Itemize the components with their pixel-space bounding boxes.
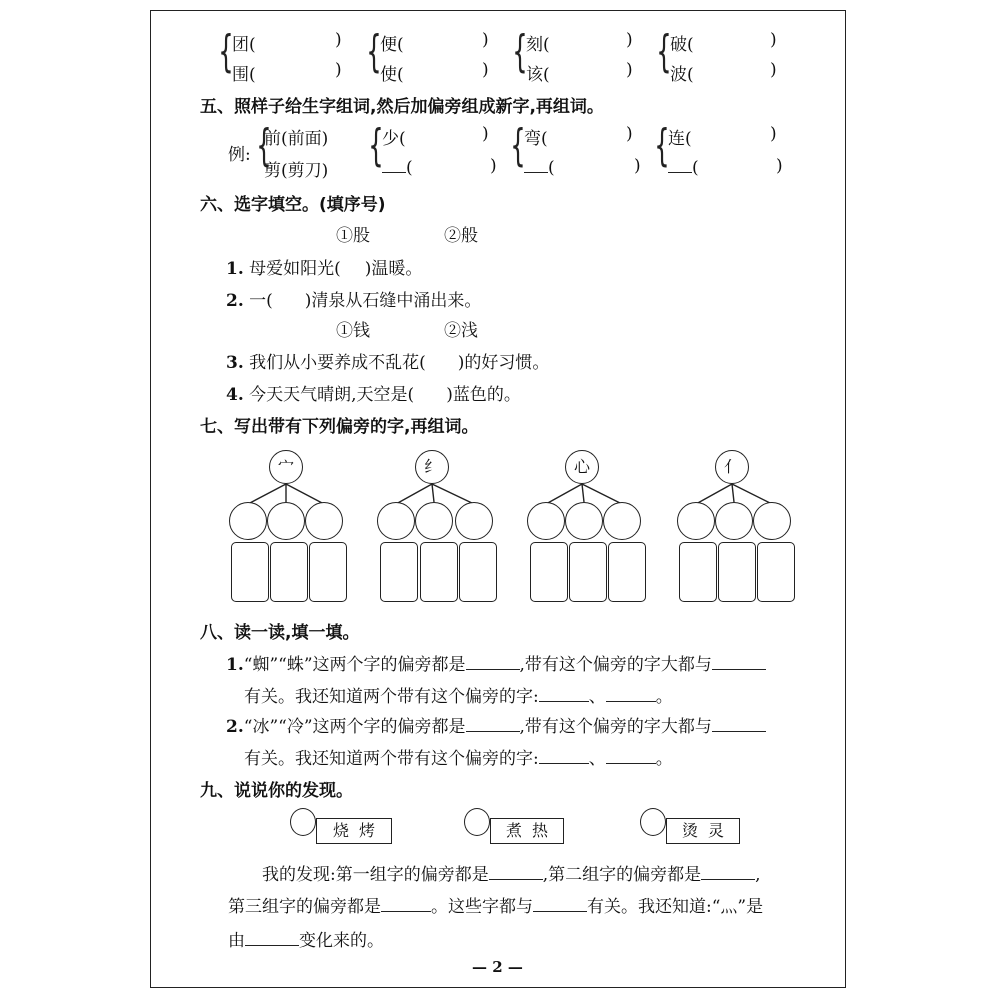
example-top: 前(前面)	[264, 129, 329, 149]
brace: {	[218, 26, 234, 77]
close-paren: )	[770, 30, 777, 50]
sec8-q1-line2: 有关。我还知道两个带有这个偏旁的字: 、 。	[244, 687, 673, 707]
sec6-q1: 1. 母爱如阳光( )温暖。	[226, 259, 423, 279]
answer-circle[interactable]	[455, 502, 493, 540]
blank-field[interactable]	[539, 685, 589, 702]
sec5-heading: 五、照样子给生字组词,然后加偏旁组成新字,再组词。	[200, 97, 604, 117]
blank-field[interactable]	[712, 715, 766, 732]
blank-field[interactable]	[533, 895, 587, 912]
answer-box[interactable]	[309, 542, 347, 602]
sec4-g2-top: 便(	[380, 35, 404, 55]
blank-field[interactable]	[466, 715, 520, 732]
brace: {	[656, 26, 672, 77]
answer-circle[interactable]	[677, 502, 715, 540]
group-box-3: 烫灵	[666, 818, 740, 844]
sec6-q3: 3. 我们从小要养成不乱花( )的好习惯。	[226, 353, 550, 373]
close-paren: )	[335, 60, 342, 80]
sec4-g2-bottom: 使(	[380, 65, 404, 85]
answer-circle[interactable]	[229, 502, 267, 540]
cartoon-face-icon	[464, 808, 490, 836]
blank-field[interactable]	[466, 653, 520, 670]
answer-circle[interactable]	[305, 502, 343, 540]
radical-circle: 宀	[269, 450, 303, 484]
group-box-1: 烧烤	[316, 818, 392, 844]
brace: {	[368, 120, 384, 171]
sec9-line2: 第三组字的偏旁都是 。这些字都与 有关。我还知道:“灬”是	[228, 897, 764, 917]
answer-box[interactable]	[231, 542, 269, 602]
cartoon-face-icon	[290, 808, 316, 836]
sec4-g4-top: 破(	[670, 35, 694, 55]
close-paren: )	[634, 156, 641, 176]
answer-circle[interactable]	[377, 502, 415, 540]
sec8-q1-line1: 1.“蜘”“蛛”这两个字的偏旁都是 ,带有这个偏旁的字大都与	[226, 650, 766, 675]
example-bottom: 剪(剪刀)	[264, 161, 329, 181]
answer-circle[interactable]	[753, 502, 791, 540]
blank-field[interactable]	[489, 863, 543, 880]
radical-circle: 心	[565, 450, 599, 484]
page-number: — 2 —	[472, 958, 523, 976]
brace: {	[256, 120, 272, 171]
sec6-heading: 六、选字填空。(填序号)	[200, 195, 386, 215]
close-paren: )	[626, 60, 633, 80]
answer-box[interactable]	[757, 542, 795, 602]
choice-2b: ②浅	[444, 321, 478, 341]
answer-box[interactable]	[380, 542, 418, 602]
sec5-char-2: 弯(	[524, 129, 548, 149]
choice-2a: ①钱	[336, 321, 370, 341]
sec5-newchar-2[interactable]: (	[524, 156, 555, 178]
sec5-newchar-3[interactable]: (	[668, 156, 699, 178]
sec6-q2: 2. 一( )清泉从石缝中涌出来。	[226, 291, 482, 311]
answer-circle[interactable]	[603, 502, 641, 540]
answer-box[interactable]	[718, 542, 756, 602]
sec9-line1: 我的发现:第一组字的偏旁都是 ,第二组字的偏旁都是 ,	[262, 865, 761, 885]
close-paren: )	[490, 156, 497, 176]
sec8-q2-line2: 有关。我还知道两个带有这个偏旁的字: 、 。	[244, 749, 673, 769]
blank-field[interactable]	[245, 929, 299, 946]
brace: {	[512, 26, 528, 77]
sec4-g1-bottom: 围(	[232, 65, 256, 85]
group-box-2: 煮热	[490, 818, 564, 844]
close-paren: )	[482, 124, 489, 144]
radical-circle: 亻	[715, 450, 749, 484]
brace: {	[510, 120, 526, 171]
answer-circle[interactable]	[565, 502, 603, 540]
cartoon-face-icon	[640, 808, 666, 836]
answer-box[interactable]	[420, 542, 458, 602]
blank-field[interactable]	[712, 653, 766, 670]
answer-box[interactable]	[530, 542, 568, 602]
sec4-g3-top: 刻(	[526, 35, 550, 55]
example-label: 例:	[228, 145, 251, 165]
answer-circle[interactable]	[267, 502, 305, 540]
sec5-char-1: 少(	[382, 129, 406, 149]
sec4-g1-top: 团(	[232, 35, 256, 55]
choice-1a: ①股	[336, 226, 370, 246]
sec9-heading: 九、说说你的发现。	[200, 781, 353, 801]
answer-circle[interactable]	[415, 502, 453, 540]
answer-box[interactable]	[608, 542, 646, 602]
sec7-heading: 七、写出带有下列偏旁的字,再组词。	[200, 417, 479, 437]
close-paren: )	[770, 60, 777, 80]
sec9-line3: 由 变化来的。	[228, 931, 384, 951]
sec5-char-3: 连(	[668, 129, 692, 149]
close-paren: )	[776, 156, 783, 176]
sec8-q2-line1: 2.“冰”“冷”这两个字的偏旁都是 ,带有这个偏旁的字大都与	[226, 712, 766, 737]
answer-box[interactable]	[569, 542, 607, 602]
answer-box[interactable]	[270, 542, 308, 602]
blank-field[interactable]	[606, 685, 656, 702]
blank-field[interactable]	[701, 863, 755, 880]
choice-1b: ②般	[444, 226, 478, 246]
brace: {	[366, 26, 382, 77]
close-paren: )	[335, 30, 342, 50]
sec6-q4: 4. 今天天气晴朗,天空是( )蓝色的。	[226, 385, 521, 405]
sec5-newchar-1[interactable]: (	[382, 156, 413, 178]
blank-field[interactable]	[539, 747, 589, 764]
brace: {	[654, 120, 670, 171]
close-paren: )	[626, 124, 633, 144]
answer-circle[interactable]	[527, 502, 565, 540]
close-paren: )	[482, 30, 489, 50]
close-paren: )	[482, 60, 489, 80]
answer-box[interactable]	[459, 542, 497, 602]
answer-circle[interactable]	[715, 502, 753, 540]
sec8-heading: 八、读一读,填一填。	[200, 623, 360, 643]
answer-box[interactable]	[679, 542, 717, 602]
sec4-g4-bottom: 波(	[670, 65, 694, 85]
sec4-g3-bottom: 该(	[526, 65, 550, 85]
radical-circle: 纟	[415, 450, 449, 484]
close-paren: )	[626, 30, 633, 50]
close-paren: )	[770, 124, 777, 144]
blank-field[interactable]	[381, 895, 431, 912]
blank-field[interactable]	[606, 747, 656, 764]
